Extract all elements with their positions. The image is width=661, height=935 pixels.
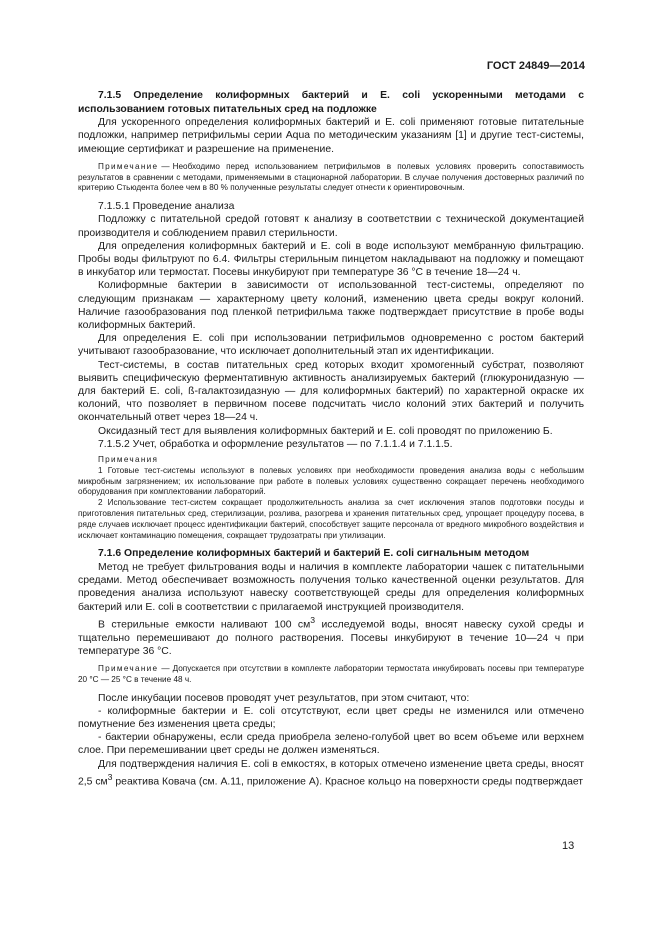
paragraph-text: исследуемой воды, вносят навеску сухой среды и тщательно перемешивают до полного растворения. Посевы инкубируют в течение 10—24 ч при температуре 36 °С.	[78, 619, 584, 657]
document-body	[78, 89, 584, 788]
note: Примечание — Необходимо перед использованием петрифильмов в полевых условиях проверить сопоставимость результатов в сравнении с методами, применяемыми в стационарной лаборатории. В случае получения достоверных различий по критерию Стьюдента более чем в 80 % полученные результаты следует отнести к ориентировочным.	[78, 161, 584, 193]
paragraph: После инкубации посевов проводят учет результатов, при этом считают, что:	[98, 692, 470, 704]
superscript: 3	[310, 614, 316, 625]
paragraph-text: реактива Ковача (см. А.11, приложение А). Красное кольцо на поверхности среды подтверждает	[112, 776, 584, 788]
section-7-1-5-2-text: 7.1.5.2 Учет, обработка и оформление результатов — по 7.1.1.4 и 7.1.1.5.	[98, 438, 453, 450]
page-number: 13	[562, 840, 575, 852]
paragraph	[78, 758, 584, 789]
paragraph: Подложку с питательной средой готовят к анализу в соответствии с технической документацией производителя и соблюдением правил стерильности.	[78, 214, 584, 239]
notes-label: Примечания	[98, 455, 159, 465]
document-header-id: ГОСТ 24849—2014	[486, 60, 585, 72]
paragraph: Оксидазный тест для выявления колиформных бактерий и E. coli проводят по приложению Б.	[98, 425, 553, 437]
list-item: - бактерии обнаружены, если среда приобрела зелено-голубой цвет во всем объеме или верхнем слое. При перемешивании цвет среды не должен изменяться.	[78, 732, 584, 757]
note-text: Допускается при отсутствии в комплекте лаборатории термостата инкубировать посевы при температуре 20 °С — 25 °С в течение 48 ч.	[78, 663, 584, 684]
note: Примечание — Допускается при отсутствии в комплекте лаборатории термостата инкубировать посевы при температуре 20 °С — 25 °С в течение 48 ч.	[78, 663, 584, 684]
section-7-1-5-heading: 7.1.5 Определение колиформных бактерий и E. coli ускоренными методами с использованием готовых питательных сред на подложке	[78, 90, 584, 115]
note-text: Необходимо перед использованием петрифильмов в полевых условиях проверить сопоставимость результатов в сравнении с методами, применяемыми в стационарной лаборатории. В случае получения достоверных различий по критерию Стьюдента более чем в 80 % полученные результаты следует отнести к ориентировочным.	[78, 161, 584, 193]
list-item: - колиформные бактерии и E. coli отсутствуют, если цвет среды не изменился или отмечено помутнение без изменения цвета среды;	[78, 705, 584, 730]
paragraph: Для определения колиформных бактерий и E. coli в воде используют мембранную фильтрацию. Пробы воды фильтруют по 6.4. Фильтры стерильным пинцетом накладывают на подложку и помещают в инкубатор или термостат. Посевы инкубируют при температуре 36 °С в течение 18—24 ч.	[78, 240, 584, 279]
paragraph: Тест-системы, в состав питательных сред которых входит хромогенный субстрат, позволяют выявить специфическую ферментативную активность анализируемых бактерий (глюкуронидазную — для бактерий E. coli, ß-галактозидазную — для колиформных бактерий) по характерной окраске их колоний, что позволяет в первичном посеве подсчитать число колоний этих бактерий и получить окончательный ответ через 18—24 ч.	[78, 359, 584, 424]
paragraph: Колиформные бактерии в зависимости от использованной тест-системы, определяют по следующим признакам — характерному цвету колоний, изменению цвета среды вокруг колоний. Наличие газообразования под пленкой петрифильма также подтверждает присутствие в пробе воды колиформных бактерий.	[78, 280, 584, 332]
note-2: 2 Использование тест-систем сокращает продолжительность анализа за счет исключения этапов подготовки посуды и приготовления питательных сред, стерилизации, розлива, разогрева и хранения питательных сред, упрощает процедуру посева, в ряде случаев исключает процесс идентификации бактерий, способствует защите персонала от вредного микробного воздействия и исключает контаминацию помещения, сокращает трудозатраты при утилизации.	[78, 498, 584, 540]
paragraph-text: Для подтверждения наличия E. coli в емкостях, в которых отмечено изменение цвета среды, вносят 2,5 см	[78, 758, 584, 788]
paragraph: Для ускоренного определения колиформных бактерий и E. coli применяют готовые питательные подложки, например петрифильмы серии Aqua по методическим указаниям [1] и другие тест-системы, имеющие сертификат и разрешение на применение.	[78, 117, 584, 155]
paragraph: Метод не требует фильтрования воды и наличия в комплекте лаборатории чашек с питательными средами. Метод обеспечивает возможность получения только качественной оценки результатов. Для проведения анализа используют навеску соответствующей среды для определения колиформных бактерий или E. coli в соответствии с прилагаемой инструкцией производителя.	[78, 562, 584, 613]
paragraph	[78, 614, 584, 658]
superscript: 3	[107, 771, 113, 782]
note-label: Примечание	[98, 161, 159, 171]
note-label: Примечание	[98, 663, 159, 673]
note-1: 1 Готовые тест-системы используют в полевых условиях при необходимости проведения анализа воды с небольшим микробным загрязнением; их использование при работе в полевых условиях существенно сокращает перечень необходимого оборудования при комплектовании лабораторий.	[78, 465, 584, 497]
paragraph-text: В стерильные емкости наливают 100 см	[98, 619, 311, 631]
section-7-1-5-1-heading: 7.1.5.1 Проведение анализа	[98, 201, 235, 213]
section-7-1-6-heading: 7.1.6 Определение колиформных бактерий и бактерий E. coli сигнальным методом	[98, 548, 530, 560]
paragraph: Для определения E. coli при использовании петрифильмов одновременно с ростом бактерий учитывают газообразование, что исключает дополнительный этап их идентификации.	[78, 333, 584, 358]
